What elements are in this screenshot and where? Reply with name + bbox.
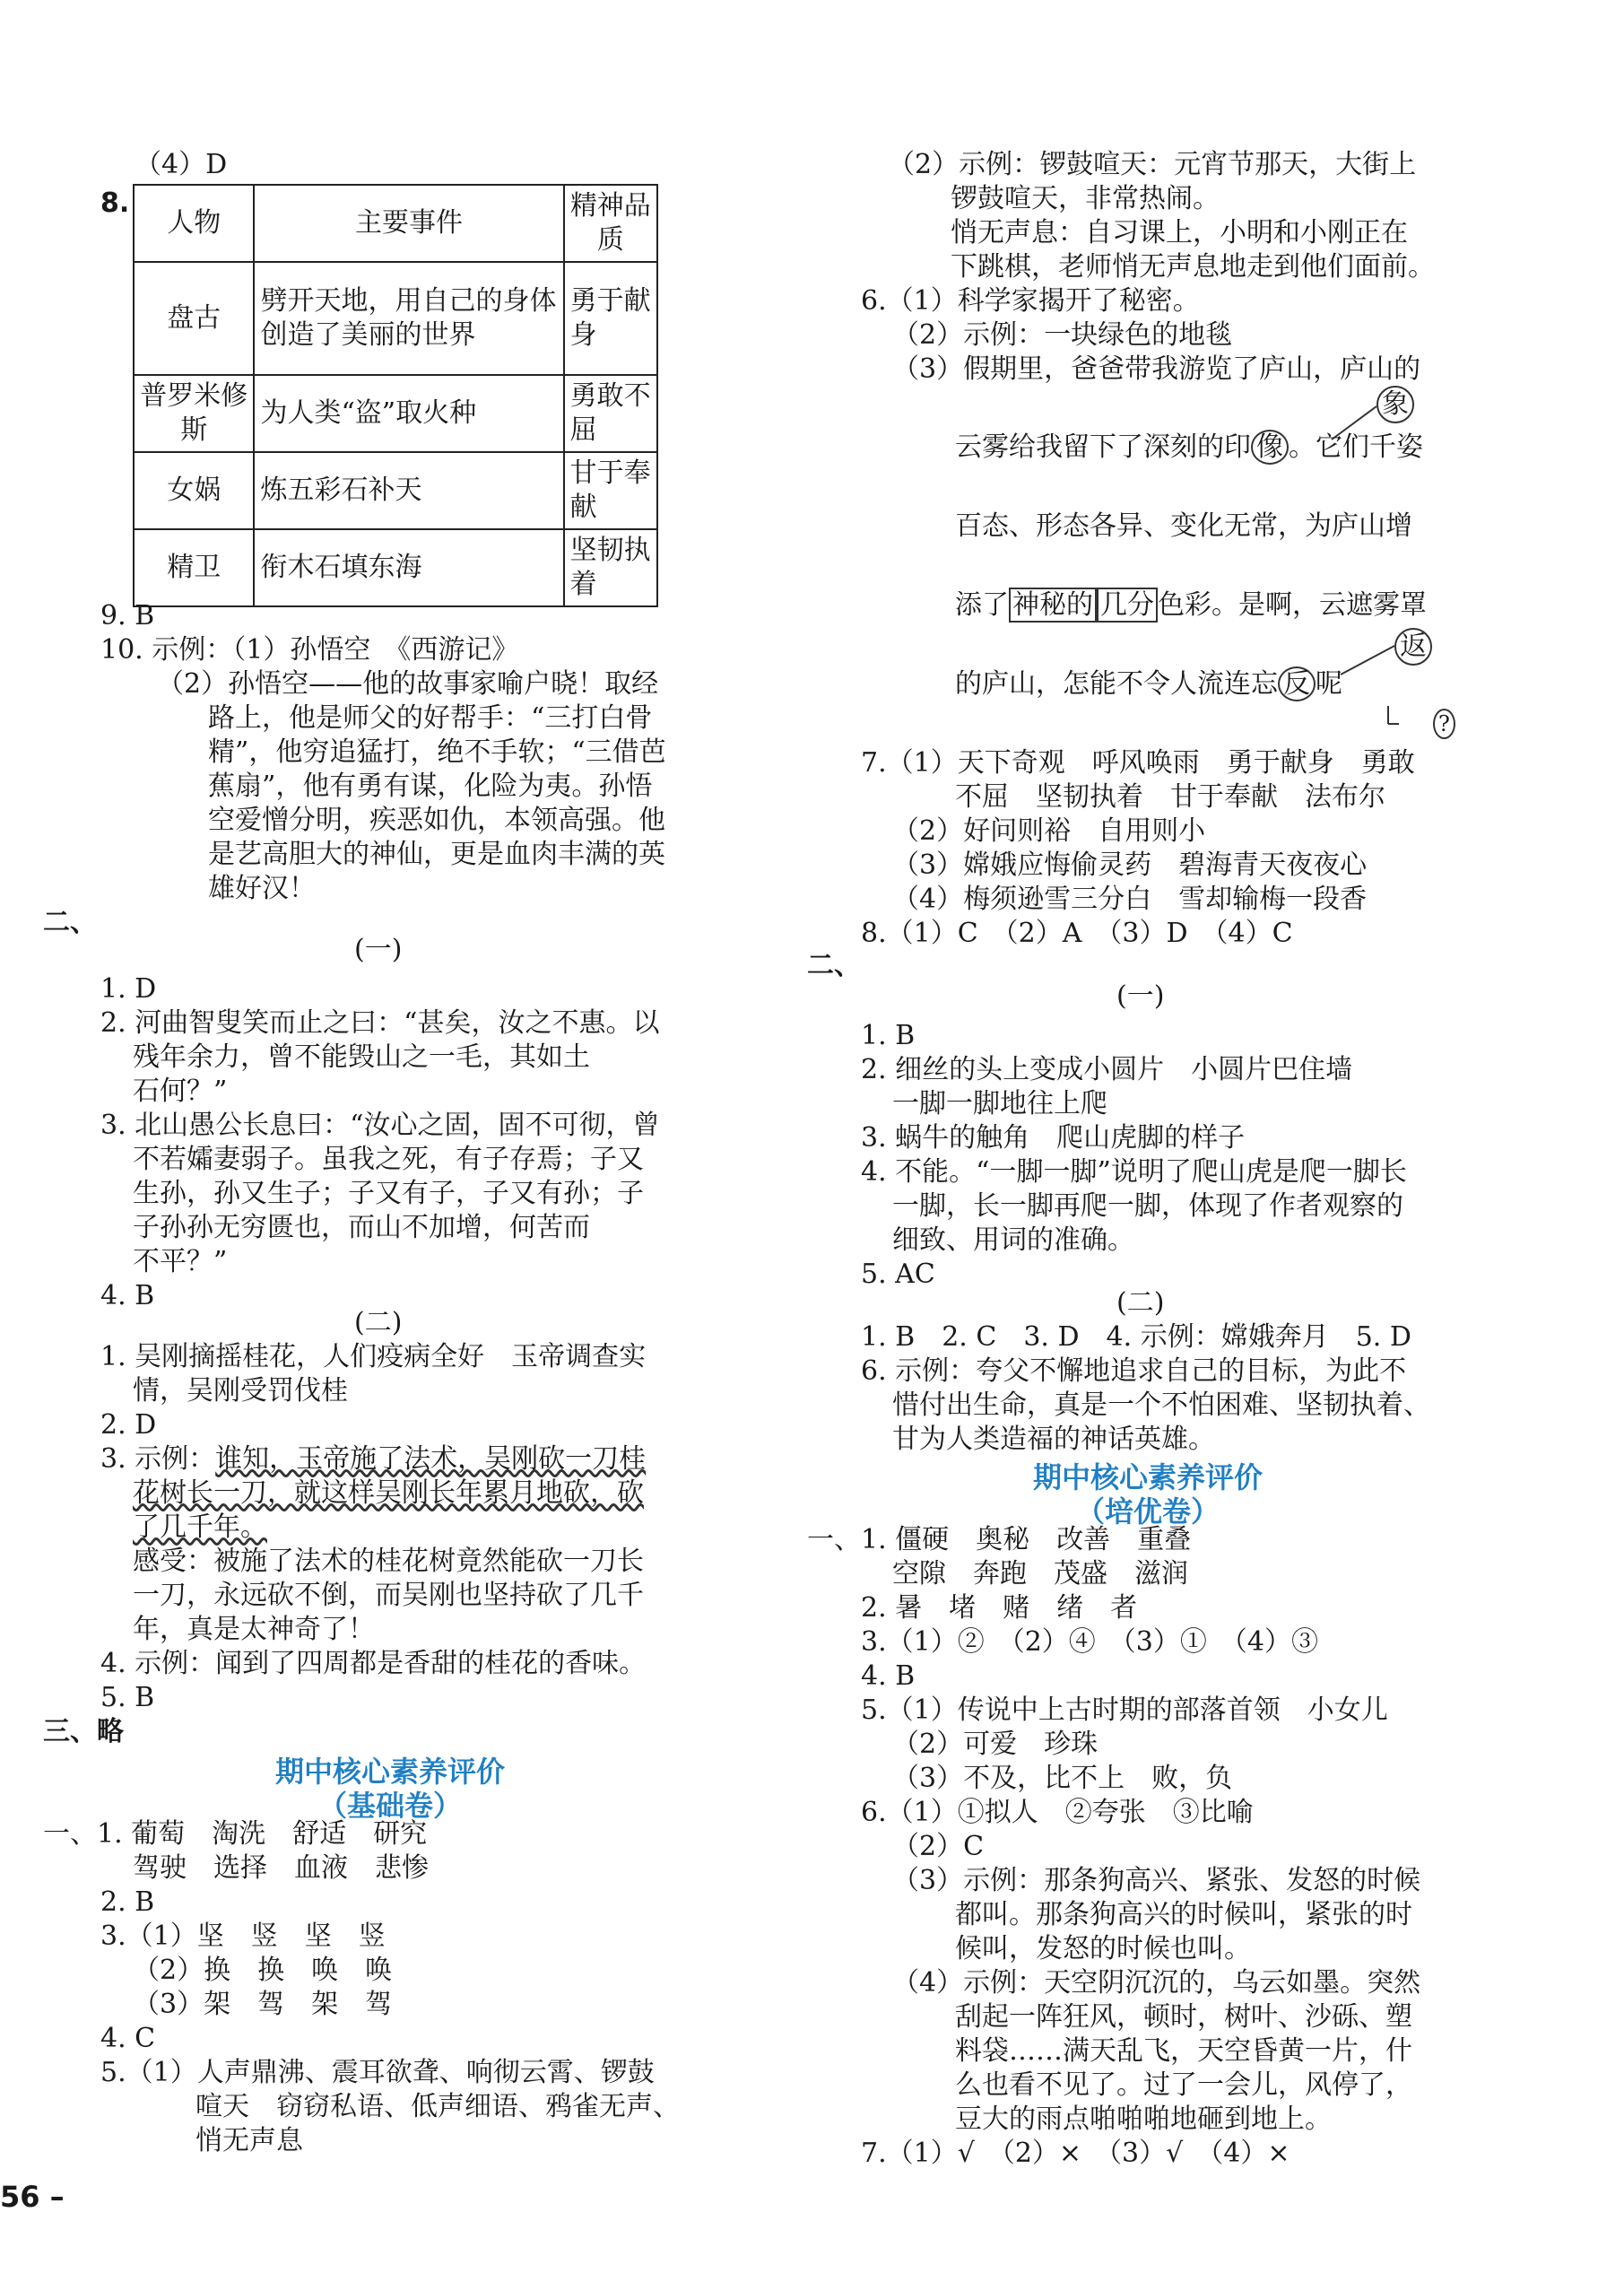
boxed-word: 神秘的 — [1009, 588, 1097, 623]
section-subtitle: （培优卷） — [1075, 1494, 1220, 1529]
answer-line: 路上，他是师父的好帮手：“三打白骨 — [208, 702, 653, 734]
answer-line: 刮起一阵狂风，顿时，树叶、沙砾、塑 — [955, 2001, 1412, 2033]
answer-line: 3.（1）坚 竖 坚 竖 — [100, 1921, 386, 1952]
table-cell: 勇于献身 — [564, 262, 657, 375]
answer-line: 一脚一脚地往上爬 — [892, 1088, 1107, 1119]
answer-line: 是艺高胆大的神仙，更是血肉丰满的英 — [208, 839, 665, 870]
answer-line: （4）示例：天空阴沉沉的，乌云如墨。突然 — [892, 1967, 1421, 1999]
text-segment: 。它们千姿 — [1289, 431, 1423, 463]
answer-line: （4）梅须逊雪三分白 雪却输梅一段香 — [892, 884, 1368, 915]
answer-line: （3）嫦娥应悔偷灵药 碧海青天夜夜心 — [892, 849, 1368, 881]
answer-line: 9. B — [100, 600, 155, 631]
table-header: 主要事件 — [254, 185, 563, 262]
answer-line: 年，真是太神奇了！ — [133, 1614, 375, 1645]
answer-line: 情，吴刚受罚伐桂 — [133, 1375, 348, 1407]
answer-line: 5.（1）人声鼎沸、震耳欲聋、响彻云霄、锣鼓 — [100, 2057, 655, 2088]
section-subtitle: （基础卷） — [317, 1789, 462, 1823]
answer-line: （3）架 驾 架 驾 — [133, 1989, 393, 2020]
answer-line: （2）示例：一块绿色的地毯 — [892, 319, 1233, 351]
table-cell: 盘古 — [134, 262, 254, 375]
table-cell: 勇敢不屈 — [564, 375, 657, 452]
answer-line: 悄无声息 — [195, 2125, 303, 2156]
answer-line: （2）孙悟空——他的故事家喻户晓！取经 — [157, 668, 659, 700]
answer-line: 5. AC — [861, 1259, 935, 1290]
answer-line: 4. 不能。“一脚一脚”说明了爬山虎是爬一脚长 — [861, 1156, 1407, 1188]
answer-table — [133, 184, 658, 607]
answer-line: 2. B — [100, 1886, 155, 1918]
text-segment: 呢 — [1316, 668, 1342, 700]
answer-line: 1. B 2. C 3. D 4. 示例：嫦娥奔月 5. D — [861, 1321, 1411, 1353]
answer-line: （2）C — [892, 1831, 985, 1862]
answer-line: 雄好汉！ — [208, 873, 316, 904]
answer-line: 3. 蜗牛的触角 爬山虎脚的样子 — [861, 1122, 1246, 1154]
answer-line: 石何？” — [133, 1076, 228, 1107]
answer-line: 7.（1）√ （2）× （3）√ （4）× — [861, 2138, 1290, 2169]
answer-line: 6. 示例：夸父不懈地追求自己的目标，为此不 — [861, 1355, 1407, 1387]
page-number: 56 – — [0, 2180, 65, 2214]
answer-line: 下跳棋，老师悄无声息地走到他们面前。 — [951, 251, 1435, 283]
answer-line: 4. B — [100, 1280, 155, 1311]
answer-line: 8.（1）C （2）A （3）D （4）C — [861, 918, 1293, 949]
answer-line: 空爱憎分明，疾恶如仇，本领高强。他 — [208, 805, 665, 836]
answer-line: （2）示例：锣鼓喧天：元宵节那天，大街上 — [888, 149, 1417, 180]
table-cell: 坚韧执着 — [564, 529, 657, 606]
answer-line: 1. B — [861, 1020, 916, 1051]
answer-line: 锣鼓喧天，非常热闹。 — [951, 183, 1220, 214]
answer-line: 精”，他穷追猛打，绝不手软；“三借芭 — [208, 736, 666, 768]
section-title: 期中核心素养评价 — [1032, 1460, 1263, 1494]
correction-mark: 象 — [1376, 386, 1414, 423]
answer-line: （3）不及，比不上 败，负 — [892, 1763, 1233, 1794]
answer-line — [955, 667, 1342, 701]
answer-line: 5.（1）传说中上古时期的部落首领 小女儿 — [861, 1694, 1388, 1726]
text-segment: 的庐山，怎能不令人流连忘 — [955, 668, 1278, 700]
answer-prefix: 3. 示例： — [100, 1443, 216, 1475]
answer-line: 蕉扇”，他有勇有谋，化险为夷。孙悟 — [208, 771, 653, 802]
correction-mark: 返 — [1394, 628, 1432, 666]
table-cell: 炼五彩石补天 — [254, 452, 563, 529]
answer-line: 6.（1）①拟人 ②夸张 ③比喻 — [861, 1797, 1254, 1828]
answer-line: 10. 示例：（1）孙悟空 《西游记》 — [100, 634, 519, 666]
subsection-heading: (二) — [354, 1307, 403, 1338]
answer-line: 悄无声息：自习课上，小明和小刚正在 — [951, 217, 1408, 248]
answer-line: 2. 细丝的头上变成小圆片 小圆片巴住墙 — [861, 1054, 1353, 1085]
answer-line: 不屈 坚韧执着 甘于奉献 法布尔 — [955, 781, 1385, 813]
answer-line: 7.（1）天下奇观 呼风唤雨 勇于献身 勇敢 — [861, 747, 1415, 779]
answer-line: 喧天 窃窃私语、低声细语、鸦雀无声、 — [195, 2091, 680, 2122]
answer-line: 空隙 奔跑 茂盛 滋润 — [892, 1558, 1188, 1590]
answer-line: 2. 暑 堵 赌 绪 者 — [861, 1592, 1138, 1624]
section-heading: 三、略 — [43, 1716, 124, 1747]
answer-line: 残年余力，曾不能毁山之一毛，其如土 — [133, 1041, 590, 1073]
answer-line: 候叫，发怒的时候也叫。 — [955, 1933, 1251, 1964]
table-header: 人物 — [134, 185, 254, 262]
answer-line: 料袋……满天乱飞，天空昏黄一片，什 — [955, 2035, 1412, 2067]
answer-line: 生孙，孙又生子；子又有子，子又有孙；子 — [133, 1178, 644, 1209]
answer-line: 惜付出生命，真是一个不怕困难、坚韧执着、 — [892, 1389, 1430, 1421]
answer-line: 不平？” — [133, 1246, 228, 1277]
answer-line: 细致、用词的准确。 — [892, 1224, 1134, 1256]
question-number: 8. — [100, 187, 130, 219]
text-segment: 色彩。是啊，云遮雾罩 — [1158, 589, 1427, 621]
section-heading: 二、 — [807, 950, 861, 981]
answer-line: 甘为人类造福的神话英雄。 — [892, 1424, 1215, 1455]
answer-line: 2. D — [100, 1409, 157, 1441]
answer-line: 感受：被施了法术的桂花树竟然能砍一刀长 — [133, 1546, 644, 1577]
underlined-text: 花树长一刀，就这样吴刚长年累月地砍，砍 — [133, 1477, 644, 1509]
answer-line: （2）换 换 唤 唤 — [133, 1955, 393, 1986]
answer-line: 3.（1）② （2）④ （3）① （4）③ — [861, 1626, 1318, 1658]
answer-line: 4. B — [861, 1660, 916, 1692]
underlined-text: 了几千年。 — [133, 1511, 267, 1543]
answer-line: 一、1. 葡萄 淘洗 舒适 研究 — [43, 1818, 428, 1850]
table-cell: 普罗米修斯 — [134, 375, 254, 452]
answer-line: （2）好问则裕 自用则小 — [892, 815, 1206, 847]
answer-line — [955, 431, 1423, 465]
answer-line: 4. C — [100, 2023, 156, 2054]
subsection-heading: (二) — [1116, 1287, 1165, 1319]
table-cell: 精卫 — [134, 529, 254, 606]
correction-lines — [1336, 639, 1399, 737]
answer-line: 1. D — [100, 973, 157, 1005]
answer-line: 5. B — [100, 1682, 155, 1713]
table-cell: 女娲 — [134, 452, 254, 529]
answer-line: 豆大的雨点啪啪啪地砸到地上。 — [955, 2103, 1332, 2135]
circled-word: 像 — [1251, 430, 1289, 465]
section-heading: 二、 — [43, 907, 97, 938]
underlined-text: 谁知，玉帝施了法术，吴刚砍一刀桂 — [215, 1443, 647, 1475]
table-cell: 为人类“盗”取火种 — [254, 375, 563, 452]
table-cell: 衔木石填东海 — [254, 529, 563, 606]
answer-line: 一刀，永远砍不倒，而吴刚也坚持砍了几千 — [133, 1580, 644, 1611]
answer-line: 百态、形态各异、变化无常，为庐山增 — [955, 510, 1412, 542]
answer-line: 一脚，长一脚再爬一脚，体现了作者观察的 — [892, 1190, 1403, 1222]
answer-line: 不若孀妻弱子。虽我之死，有子存焉；子又 — [133, 1144, 644, 1175]
subsection-heading: (一) — [354, 934, 403, 965]
answer-line: 6.（1）科学家揭开了秘密。 — [861, 285, 1200, 317]
boxed-word: 几分 — [1097, 588, 1158, 623]
answer-line: 2. 河曲智叟笑而止之曰：“甚矣，汝之不惠。以 — [100, 1007, 660, 1039]
answer-line: （2）可爱 珍珠 — [892, 1729, 1099, 1760]
circled-word: 反 — [1278, 666, 1316, 701]
answer-line: （4）D — [135, 149, 228, 180]
answer-line — [955, 588, 1427, 623]
answer-line: （3）示例：那条狗高兴、紧张、发怒的时候 — [892, 1865, 1421, 1896]
answer-line: 一、1. 僵硬 奥秘 改善 重叠 — [807, 1524, 1192, 1555]
table-cell: 劈开天地，用自己的身体创造了美丽的世界 — [254, 262, 563, 375]
answer-line: 驾驶 选择 血液 悲惨 — [133, 1852, 429, 1884]
table-cell: 甘于奉献 — [564, 452, 657, 529]
answer-line: （3）假期里，爸爸带我游览了庐山，庐山的 — [892, 353, 1421, 385]
answer-line: 都叫。那条狗高兴的时候叫，紧张的时 — [955, 1899, 1412, 1930]
answer-line: 4. 示例：闻到了四周都是香甜的桂花的香味。 — [100, 1648, 647, 1679]
text-segment: 添了 — [955, 589, 1009, 621]
table-header: 精神品质 — [564, 185, 657, 262]
section-title: 期中核心素养评价 — [274, 1755, 505, 1789]
correction-mark: ? — [1433, 709, 1455, 739]
answer-line — [100, 1442, 646, 1476]
answer-line: 么也看不见了。过了一会儿，风停了， — [955, 2069, 1412, 2101]
answer-line: 子孙孙无穷匮也，而山不加增，何苦而 — [133, 1212, 590, 1243]
answer-line: 3. 北山愚公长息曰：“汝心之固，固不可彻，曾 — [100, 1110, 660, 1141]
text-segment: 云雾给我留下了深刻的印 — [955, 431, 1251, 463]
answer-line: 1. 吴刚摘摇桂花，人们疫病全好 玉帝调查实 — [100, 1341, 647, 1372]
subsection-heading: (一) — [1116, 980, 1165, 1012]
